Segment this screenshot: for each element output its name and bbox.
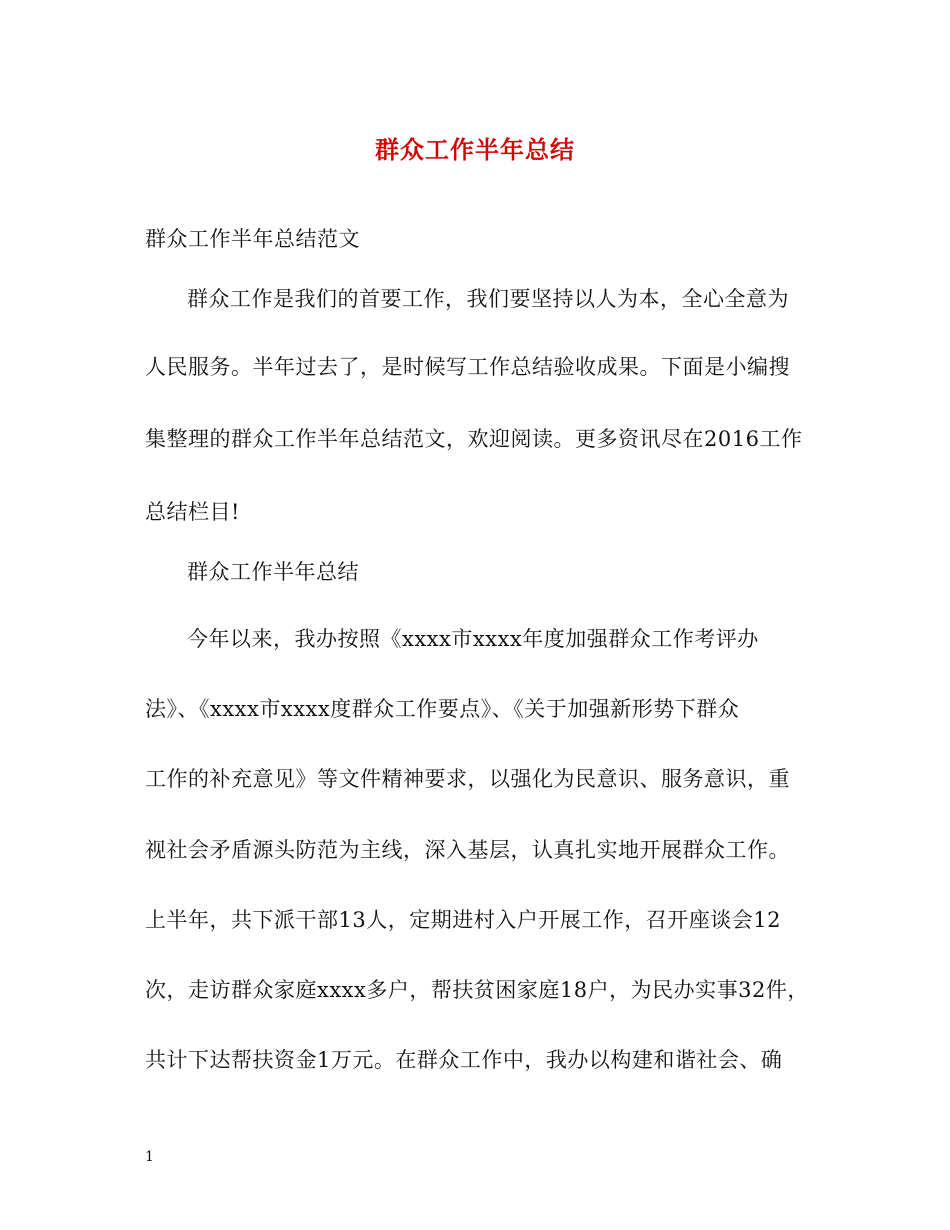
paragraph-line: 视社会矛盾源头防范为主线，深入基层，认真扎实地开展群众工作。	[145, 838, 790, 862]
paragraph-line: 今年以来，我办按照《xxxx市xxxx年度加强群众工作考评办	[187, 627, 759, 651]
page-number: 1	[145, 1149, 154, 1165]
paragraph-line: 共计下达帮扶资金1万元。在群众工作中，我办以构建和谐社会、确	[145, 1048, 783, 1072]
section-heading: 群众工作半年总结	[187, 560, 359, 584]
subtitle-line: 群众工作半年总结范文	[145, 227, 360, 251]
paragraph-line: 次，走访群众家庭xxxx多户，帮扶贫困家庭18户，为民办实事32件，	[145, 978, 809, 1002]
document-title: 群众工作半年总结	[375, 135, 575, 164]
paragraph-line: 群众工作是我们的首要工作，我们要坚持以人为本，全心全意为	[187, 287, 789, 311]
paragraph-line: 总结栏目!	[145, 500, 240, 524]
paragraph-line: 集整理的群众工作半年总结范文，欢迎阅读。更多资讯尽在2016工作	[145, 427, 803, 451]
paragraph-line: 法》、《xxxx市xxxx度群众工作要点》、《关于加强新形势下群众	[145, 697, 740, 721]
paragraph-line: 工作的补充意见》等文件精神要求，以强化为民意识、服务意识，重	[145, 767, 790, 791]
paragraph-line: 上半年，共下派干部13人，定期进村入户开展工作，召开座谈会12	[145, 908, 781, 932]
paragraph-line: 人民服务。半年过去了，是时候写工作总结验收成果。下面是小编搜	[145, 355, 790, 379]
